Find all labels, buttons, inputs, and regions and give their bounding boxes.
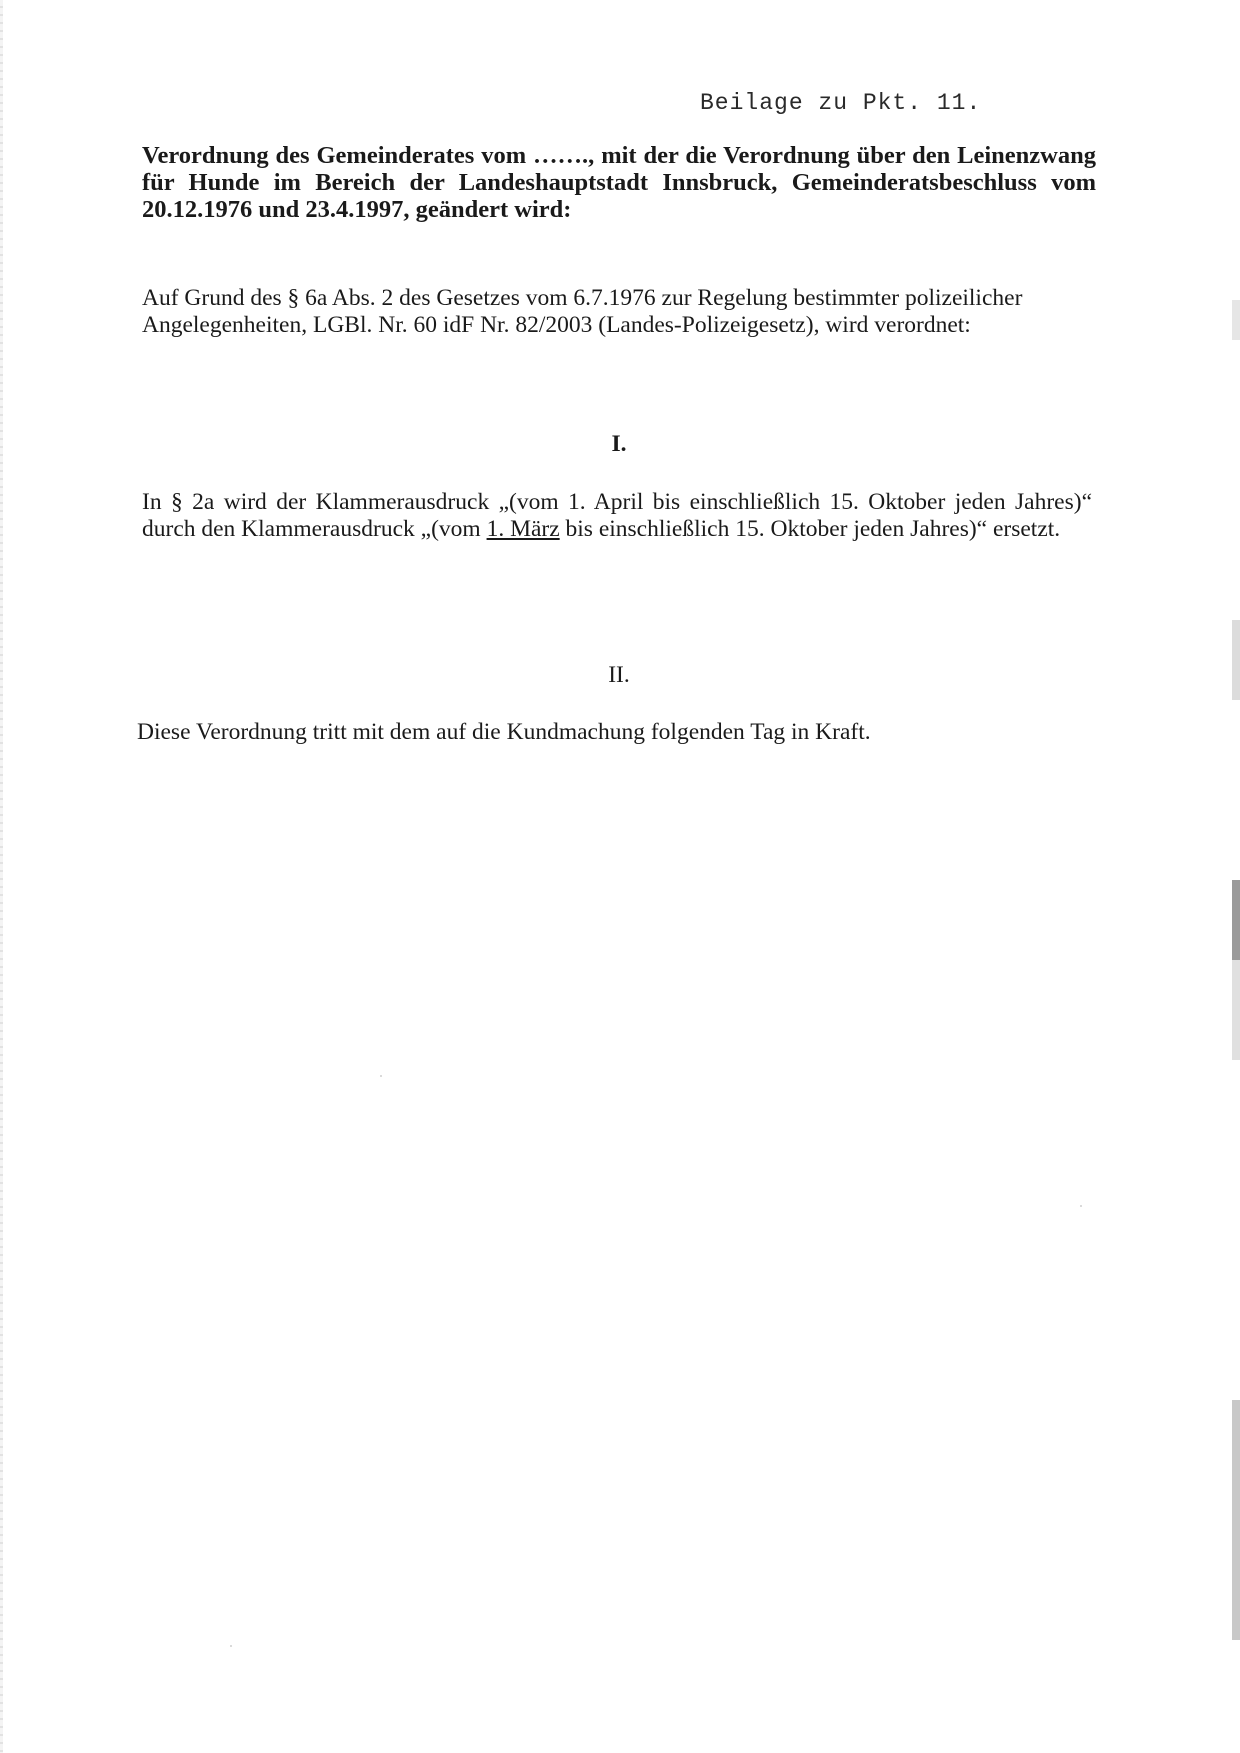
preamble: Auf Grund des § 6a Abs. 2 des Gesetzes vom 6.7.1976 zur Regelung bestimmter polizeilicher Angelegenheiten, LGBl. Nr. 60 idF Nr. 82/2003 (Landes-Polizeigesetz), wird verordnet: <box>142 285 1023 338</box>
scan-edge-left <box>0 0 3 1753</box>
section-heading-2: II. <box>608 662 630 688</box>
scan-speck <box>1080 1205 1082 1207</box>
scan-edge-right <box>1232 0 1240 1753</box>
section-1-underlined-date: 1. März <box>486 516 560 542</box>
section-1-text-after: bis einschließlich 15. Oktober jeden Jahres)“ ersetzt. <box>559 516 1061 542</box>
scan-speck <box>230 1645 232 1647</box>
attachment-note: Beilage zu Pkt. 11. <box>700 90 982 116</box>
scan-speck <box>380 1075 382 1077</box>
document-title: Verordnung des Gemeinderates vom ……., mit der die Verordnung über den Leinenzwang für Hunde im Bereich der Landeshauptstadt Innsbruck, Gemeinderatsbeschluss vom 20.12.1976 und 23.4.1997, geändert wird: <box>142 142 1096 223</box>
section-1-text <box>142 489 1092 543</box>
section-heading-1: I. <box>611 431 627 457</box>
section-1-text-before: In § 2a wird der Klammerausdruck „(vom 1. April bis einschließlich 15. Oktober jeden Jahres)“ durch den Klammerausdruck „(vom <box>142 489 1092 542</box>
section-2-text: Diese Verordnung tritt mit dem auf die Kundmachung folgenden Tag in Kraft. <box>137 719 871 745</box>
